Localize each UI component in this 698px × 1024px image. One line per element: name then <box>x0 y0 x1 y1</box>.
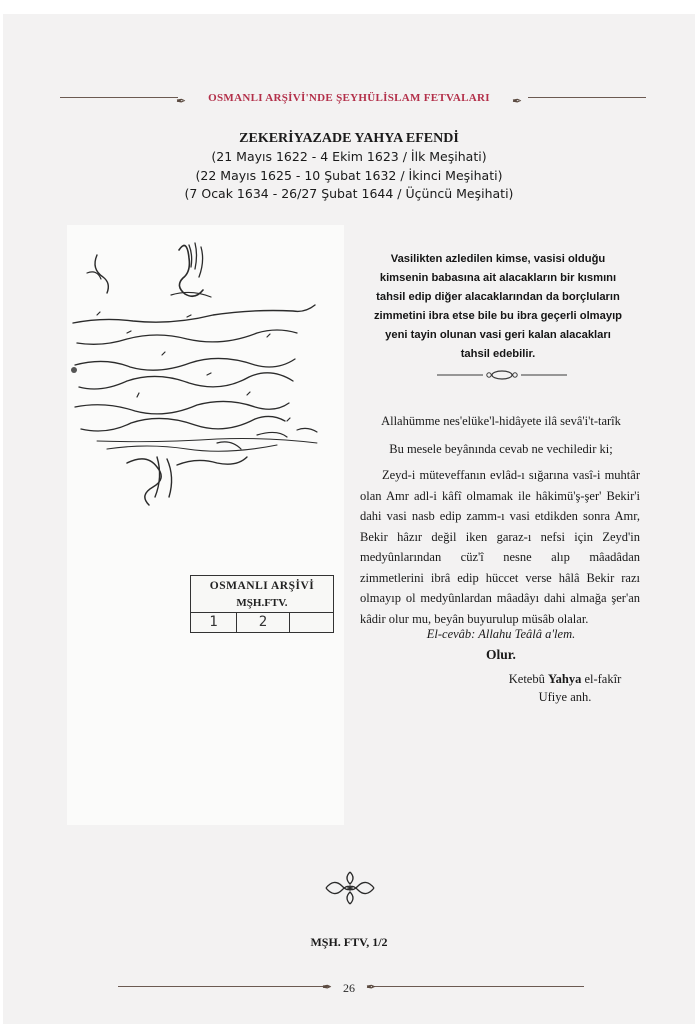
tenure-line: (21 Mayıs 1622 - 4 Ekim 1623 / İlk Meşihati) <box>211 149 487 164</box>
stamp-cell: 2 <box>237 613 290 632</box>
ornament-divider-icon <box>437 368 567 382</box>
fetva-summary <box>372 250 624 364</box>
tenure-line: (7 Ocak 1634 - 26/27 Şubat 1644 / Üçüncü Meşihati) <box>184 186 514 201</box>
sheikh-name: ZEKERİYAZADE YAHYA EFENDİ <box>239 131 459 146</box>
running-head: OSMANLI ARŞİVİ'NDE ŞEYHÜLİSLAM FETVALARI <box>208 92 490 104</box>
stamp-archive-name: OSMANLI ARŞİVİ <box>209 580 315 592</box>
pen-nib-icon-right: ✒ <box>366 980 377 994</box>
flourish-ornament-icon <box>322 868 378 908</box>
manuscript-image <box>67 225 344 825</box>
signature-suffix: el-fakîr <box>581 672 622 686</box>
manuscript-handwriting <box>67 225 344 825</box>
signature-line <box>500 670 630 688</box>
archive-reference: MŞH. FTV, 1/2 <box>310 935 388 949</box>
stamp-collection-code: MŞH.FTV. <box>236 597 288 609</box>
signature-name: Yahya <box>547 672 582 686</box>
fetva-question: Zeyd-i müteveffanın evlâd-ı sığarına vasî-i muhtâr olan Amr adl-i kâfî olmamak ile hâkimü'ş-şer' Bekir'i dahi vasi nasb edip zamm-ı vasi etdikden sonra Amr, Bekir hâzır değil iken garaz-ı nefsi için Zeyd'in medyûnlarından cüz'î nesne alıp mâadâdan zimmetlerini ibrâ edip hüccet verse hâlâ Bekir razı olmayıp ol medyûnlardan mâadâyı dahi almağa şer'an kâdir olur mu, beyân buyurulup müsâb olalar. <box>360 468 640 626</box>
summary-line: zimmetini ibra etse bile bu ibra geçerli olmayıp <box>373 310 623 322</box>
stamp-cell <box>290 613 333 632</box>
summary-line: tahsil edip diğer alacaklarından da borçluların <box>376 291 620 303</box>
signature-prefix: Ketebû <box>508 672 548 686</box>
stamp-number-row <box>191 612 333 632</box>
fetva-question-intro: Bu mesele beyânında cevab ne vechiledir ki; <box>389 442 613 456</box>
fetva-ruling: Olur. <box>486 647 516 662</box>
pen-nib-icon-right: ✒ <box>512 94 523 108</box>
pen-nib-icon-left: ✒ <box>322 980 333 994</box>
stamp-cell: 1 <box>191 613 237 632</box>
pen-nib-icon-left: ✒ <box>176 94 187 108</box>
fetva-signature <box>500 670 630 706</box>
title-block <box>0 130 698 204</box>
summary-line: tahsil edebilir. <box>460 348 536 360</box>
tenure-line: (22 Mayıs 1625 - 10 Şubat 1632 / İkinci Meşihati) <box>195 167 503 183</box>
archive-stamp <box>190 575 334 633</box>
signature-line-2: Ufiye anh. <box>538 690 592 704</box>
summary-line: Vasilikten azledilen kimse, vasisi olduğu <box>390 253 606 265</box>
summary-line: kimsenin babasına ait alacakların bir kısmını <box>379 272 617 284</box>
fetva-answer: El-cevâb: Allahu Teâlâ a'lem. <box>426 627 576 641</box>
summary-line: yeni tayin olunan vasi geri kalan alacakları <box>385 329 611 341</box>
fetva-opening: Allahümme nes'elüke'l-hidâyete ilâ sevâ'i't-tarîk <box>381 414 621 428</box>
page-number: 26 <box>343 981 355 995</box>
